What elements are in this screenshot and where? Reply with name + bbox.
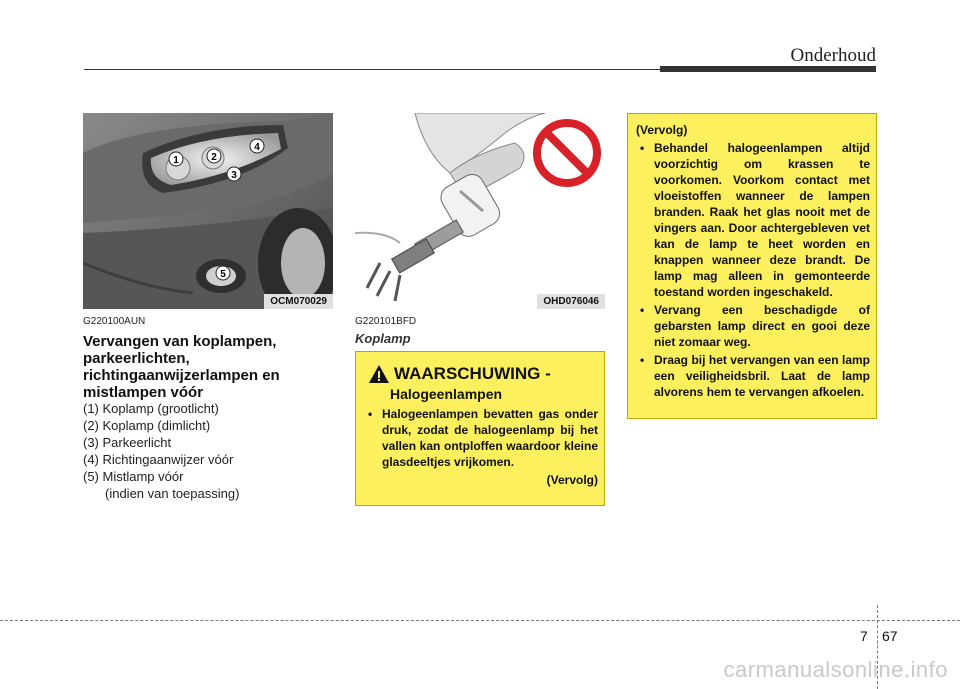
page-number: 67	[882, 628, 898, 644]
section-title: Vervangen van koplampen, parkeerlichten, richtingaanwijzerlampen en mistlampen vóór	[83, 333, 280, 401]
svg-text:1: 1	[173, 155, 179, 166]
warning-triangle-icon	[368, 364, 390, 384]
section-subtitle: Koplamp	[355, 331, 411, 346]
svg-text:5: 5	[220, 269, 226, 280]
svg-text:4: 4	[254, 142, 260, 153]
list-item: (2) Koplamp (dimlicht)	[83, 418, 211, 433]
warning-continued-content	[636, 122, 870, 402]
continued-label: (Vervolg)	[636, 123, 688, 137]
warning-subheading: Halogeenlampen	[390, 386, 503, 402]
page-header-title: Onderhoud	[790, 45, 876, 66]
reference-code: G220101BFD	[355, 316, 417, 327]
car-front-illustration	[83, 113, 333, 309]
callout-1	[169, 152, 183, 166]
callout-3	[227, 167, 241, 181]
headlamp-location-image	[83, 113, 333, 309]
warning-bullet: • Behandel halogeenlampen altijd voorzichtig om krassen te voorkomen. Voorkom contact met vloeistoffen wanneer de lampen branden. Raak het glas nooit met de vingers aan. Door achtergebleven vet kan de lamp te heet worden en knappen wanneer deze brandt. De lamp mag alleen in gemonteerde toestand worden ingeschakeld.	[636, 140, 870, 300]
warning-bullet: • Halogeenlampen bevatten gas onder druk, zodat de halogeenlamp bij het vallen kan ontploffen waardoor kleine glasdeeltjes vrijkomen.	[364, 406, 598, 470]
continued-label: (Vervolg)	[546, 473, 598, 487]
chapter-number: 7	[860, 628, 868, 644]
footer-rule	[0, 620, 960, 621]
warning-bullets	[364, 406, 598, 488]
callout-2	[207, 149, 221, 163]
image-code: OCM070029	[264, 294, 333, 309]
watermark-text: carmanualsonline.info	[723, 657, 948, 682]
halogen-bulb-image	[355, 113, 605, 309]
header-rule	[84, 69, 660, 70]
warning-box	[355, 351, 605, 506]
hand-bulb-illustration	[355, 113, 605, 309]
svg-text:2: 2	[211, 152, 217, 163]
list-item: (4) Richtingaanwijzer vóór	[83, 452, 234, 467]
list-item: (1) Koplamp (grootlicht)	[83, 401, 219, 416]
warning-box-continued	[627, 113, 877, 419]
list-item: (3) Parkeerlicht	[83, 435, 172, 450]
warning-bullet: • Draag bij het vervangen van een lamp een veiligheidsbril. Laat de lamp alvorens hem te vervangen afkoelen.	[636, 352, 870, 400]
callout-4	[250, 139, 264, 153]
list-item: (5) Mistlamp vóór	[83, 469, 184, 484]
warning-heading: WAARSCHUWING -	[394, 364, 551, 383]
list-item: (indien van toepassing)	[105, 486, 240, 501]
reference-code: G220100AUN	[83, 316, 146, 327]
warning-bullet: • Vervang een beschadigde of gebarsten lamp direct en gooi deze niet zomaar weg.	[636, 302, 870, 350]
callout-5	[216, 266, 230, 280]
prohibit-icon	[537, 123, 597, 183]
svg-text:3: 3	[231, 170, 237, 181]
header-rule-thick	[660, 66, 876, 72]
bulb-list	[83, 400, 343, 502]
image-code: OHD076046	[537, 294, 605, 309]
